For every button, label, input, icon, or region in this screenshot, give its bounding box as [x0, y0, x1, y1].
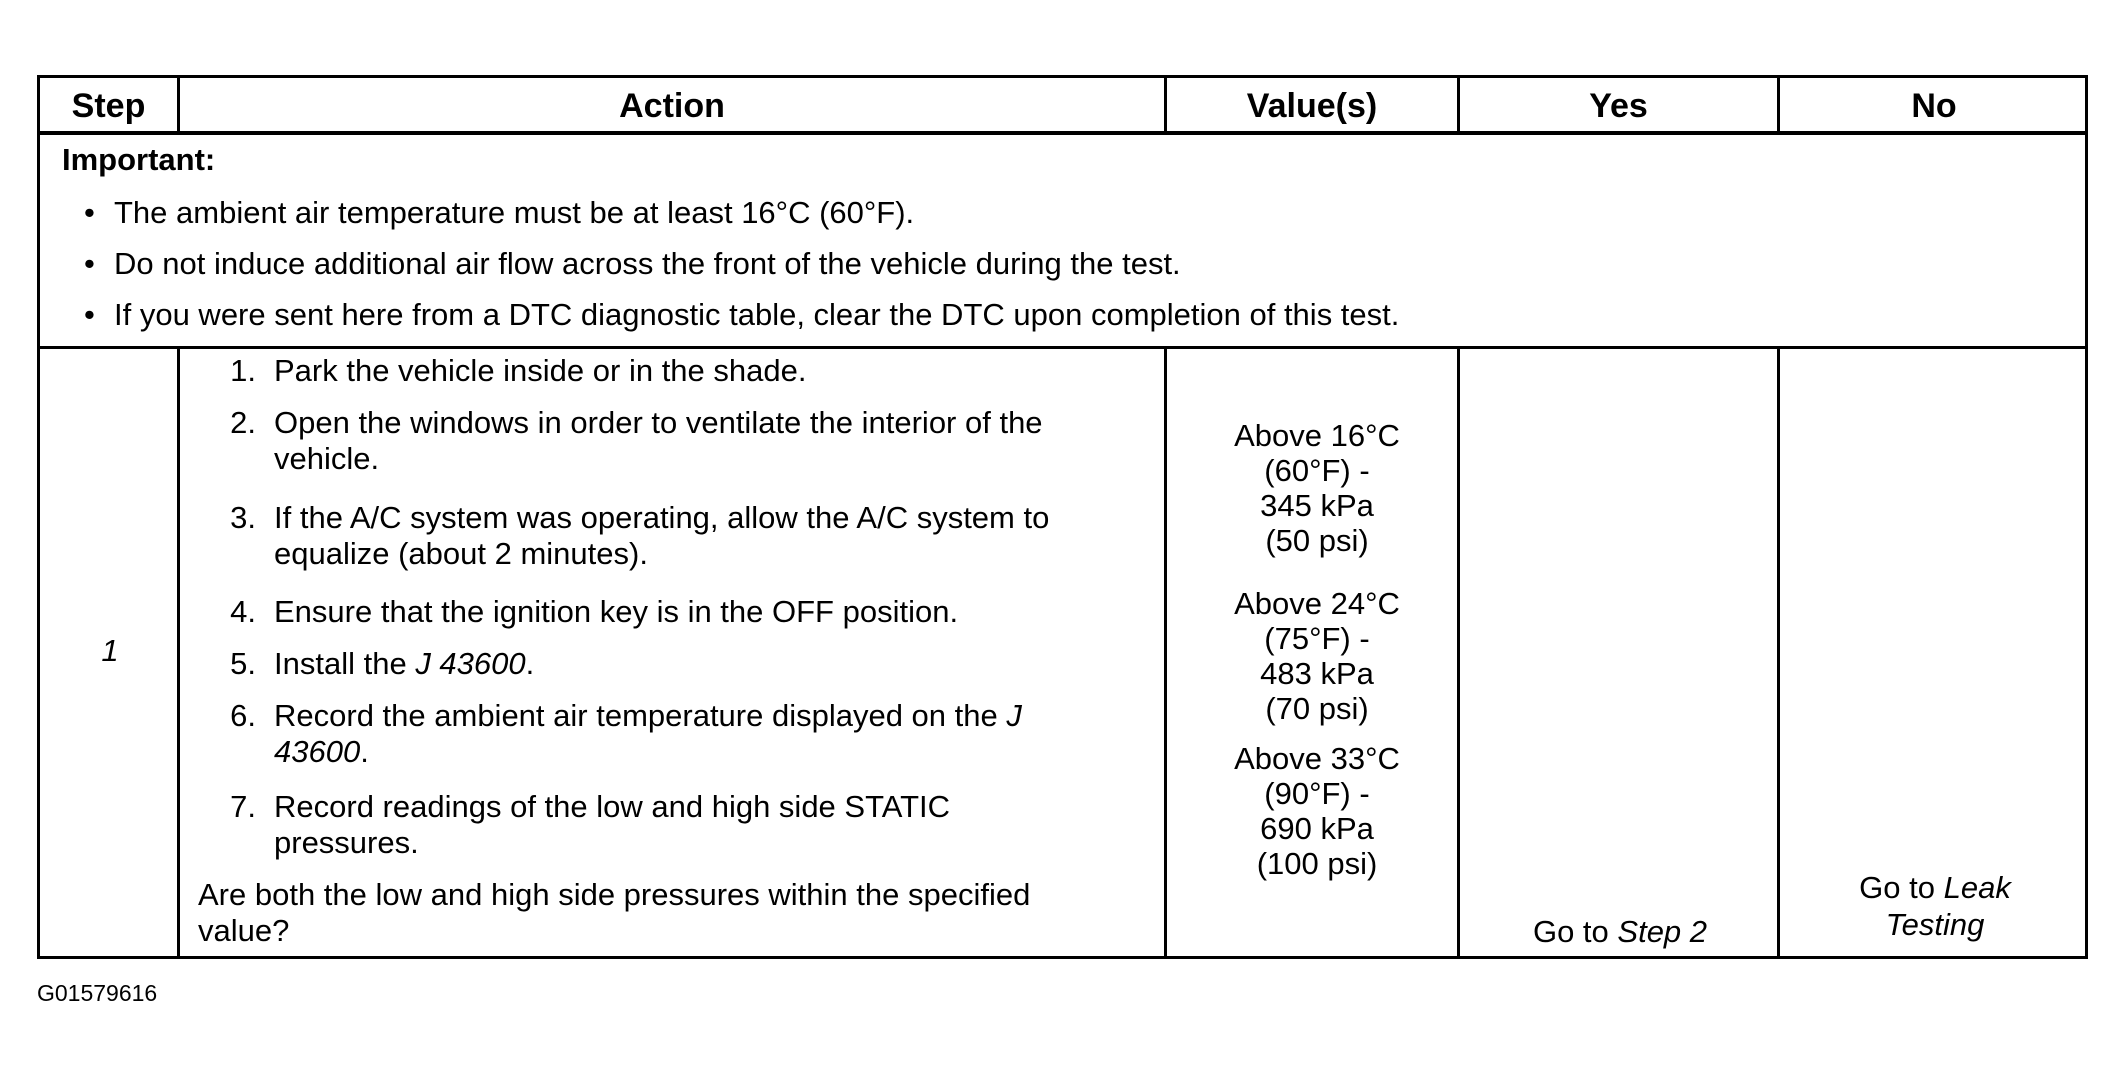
important-bullet: • Do not induce additional air flow across the front of the vehicle during the test. [84, 246, 1181, 281]
header-action: Action [619, 86, 725, 125]
header-yes: Yes [1589, 86, 1648, 125]
yes-result: Go to Step 2 [1532, 914, 1708, 949]
value-range: Above 24°C (75°F) - 483 kPa (70 psi) [1234, 586, 1400, 726]
header-step: Step [71, 86, 146, 125]
header-no: No [1911, 86, 1957, 125]
value-range: Above 33°C (90°F) - 690 kPa (100 psi) [1234, 741, 1400, 881]
no-result: Go to Leak Testing [1859, 870, 2011, 942]
col-divider-yes-row [1777, 348, 1780, 956]
diagnostic-table: Step Action Value(s) Yes No Important: • The ambient air temperature must be at least 16°C (60°F). • Do not induce additional air flow across the front of the vehicle during the test. • If you were sent here from a DTC diagnostic table, clear the DTC upon completion of this test. 1 1. Park the vehicle inside or in the shade. 2. Open the windows in order to ventilate the interior of the vehicle. 3. If the A/C system was operating, allow the A/C system to equalize (about 2 minutes). 4. Ensure that the ignition key is in the OFF position. 5. Install the J 43600. 6. Record the ambient air temperature displayed on the J 43600. 7. Record readings of the low and high side STATIC pressures. Are both the low and high side pressures within the specified value? Above 16°C (60°F) - 345 kPa (50 psi) Above 24°C (75°F) - 483 kPa (70 psi) Above 33°C (90°F) - 690 kPa (100 psi) Go to Step 2 Go to Leak Testing [37, 75, 2088, 959]
important-bullet: • The ambient air temperature must be at least 16°C (60°F). [84, 195, 915, 230]
value-range: Above 16°C (60°F) - 345 kPa (50 psi) [1234, 418, 1400, 558]
figure-id: G01579616 [37, 980, 158, 1006]
important-bullet: • If you were sent here from a DTC diagnostic table, clear the DTC upon completion of this test. [84, 297, 1400, 332]
important-title: Important: [62, 142, 216, 177]
header-values: Value(s) [1246, 86, 1378, 125]
step-number: 1 [101, 633, 119, 668]
step-question: Are both the low and high side pressures within the specified value? [198, 877, 1031, 948]
